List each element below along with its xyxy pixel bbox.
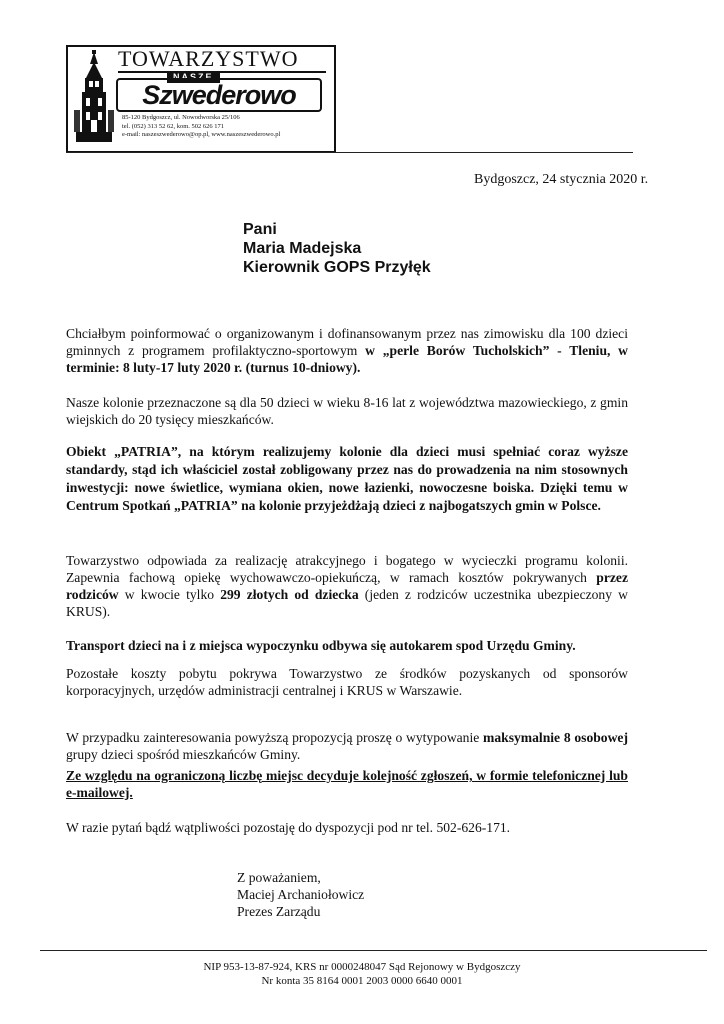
paragraph-request: [66, 729, 628, 763]
transport-text: Transport dzieci na i z miejsca wypoczynku odbywa się autokarem spod Urzędu Gminy.: [66, 638, 576, 653]
request-text-2: grupy dzieci spośród mieszkańców Gminy.: [66, 747, 301, 762]
program-bold-price: 299 złotych od dziecka: [220, 587, 359, 602]
intro-bold: w „perle Borów Tucholskich” - Tleniu, w terminie: 8 luty-17 luty 2020 r. (turnus 10-dniowy).: [66, 343, 628, 375]
footer-account: Nr konta 35 8164 0001 2003 0000 6640 0001: [261, 975, 463, 987]
brand-name: Szwederowo: [142, 80, 296, 110]
signature-closing: Z poważaniem,: [237, 870, 321, 885]
paragraph-contact: W razie pytań bądź wątpliwości pozostaję do dyspozycji pod nr tel. 502-626-171.: [66, 820, 511, 835]
letterhead-brand: [116, 78, 322, 112]
paragraph-costs: Pozostałe koszty pobytu pokrywa Towarzystwo ze środków pozyskanych od sponsorów korporacyjnych, urzędów administracji centralnej i KRUS w Warszawie.: [66, 666, 628, 698]
phone-line: tel. (052) 313 52 62, kom. 502 626 171: [122, 122, 225, 130]
request-bold: maksymalnie 8 osobowej: [483, 730, 628, 745]
letterhead-address: [122, 114, 280, 140]
footer-registry: NIP 953-13-87-924, KRS nr 0000248047 Sąd Rejonowy w Bydgoszczy: [203, 961, 521, 973]
paragraph-notice: [66, 767, 628, 801]
signature-name: Maciej Archaniołowicz: [237, 887, 365, 902]
signature-block: [237, 869, 364, 920]
letterhead-title: TOWARZYSTWO: [118, 46, 299, 71]
addressee-name: Maria Madejska: [243, 240, 362, 257]
paragraph-intro: [66, 325, 628, 376]
request-text: W przypadku zainteresowania powyższą propozycją proszę o wytypowanie: [66, 730, 484, 745]
header-divider: [66, 152, 633, 153]
program-bold-parents: przez rodziców: [66, 570, 628, 602]
paragraph-program: [66, 552, 628, 620]
patria-text: Obiekt „PATRIA”, na którym realizujemy kolonie dla dzieci musi spełniać coraz wyższe standardy, stąd ich właściciel został zobligowany przez nas do prowadzenia na nim stosownych inwestycji: nowe świetlice, wymiana okien, nowe łazienki, nowoczesne boiska. Dzięki temu w Centrum Spotkań „PATRIA” na kolonie przyjeżdżają dzieci z najbogatszych gmin w Polsce.: [66, 444, 628, 513]
program-text-3: (jeden z rodziców uczestnika ubezpieczony w KRUS).: [66, 587, 628, 619]
footer: [0, 960, 724, 988]
letter-date: Bydgoszcz, 24 stycznia 2020 r.: [474, 172, 649, 187]
email-line: e-mail: naszeszwederowo@op.pl, www.naszeszwederowo.pl: [122, 131, 281, 138]
letterhead-badge: NASZE: [167, 72, 220, 83]
paragraph-target-group: Nasze kolonie przeznaczone są dla 50 dzieci w wieku 8-16 lat z województwa mazowieckiego, z gmin wiejskich do 20 tysięcy mieszkańców.: [66, 395, 628, 427]
addressee-block: [243, 220, 431, 277]
paragraph-patria: [66, 443, 628, 515]
paragraph-transport: [66, 637, 628, 654]
letterhead-rule: [118, 71, 326, 73]
notice-underlined: Ze względu na ograniczoną liczbę miejsc decyduje kolejność zgłoszeń, w formie telefonicznej lub e-mailowej.: [66, 768, 628, 800]
program-text-2: w kwocie tylko: [118, 587, 221, 602]
addressee-salutation: Pani: [243, 221, 277, 238]
intro-text: Chciałbym poinformować o organizowanym i dofinansowanym przez nas zimowisku dla 100 dzieci gminnych z programem profilaktyczno-sportowym: [66, 326, 628, 358]
program-text: Towarzystwo odpowiada za realizację atrakcyjnego i bogatego w wycieczki programu kolonii. Zapewnia fachową opiekę wychowawczo-opiekuńczą, w ramach kosztów pokrywanych: [66, 553, 628, 585]
addressee-position: Kierownik GOPS Przyłęk: [243, 259, 431, 276]
tower-icon: [74, 50, 114, 145]
signature-title: Prezes Zarządu: [237, 904, 321, 919]
address-line: 85-120 Bydgoszcz, ul. Nowodworska 25/106: [122, 114, 240, 121]
footer-divider: [40, 950, 707, 951]
